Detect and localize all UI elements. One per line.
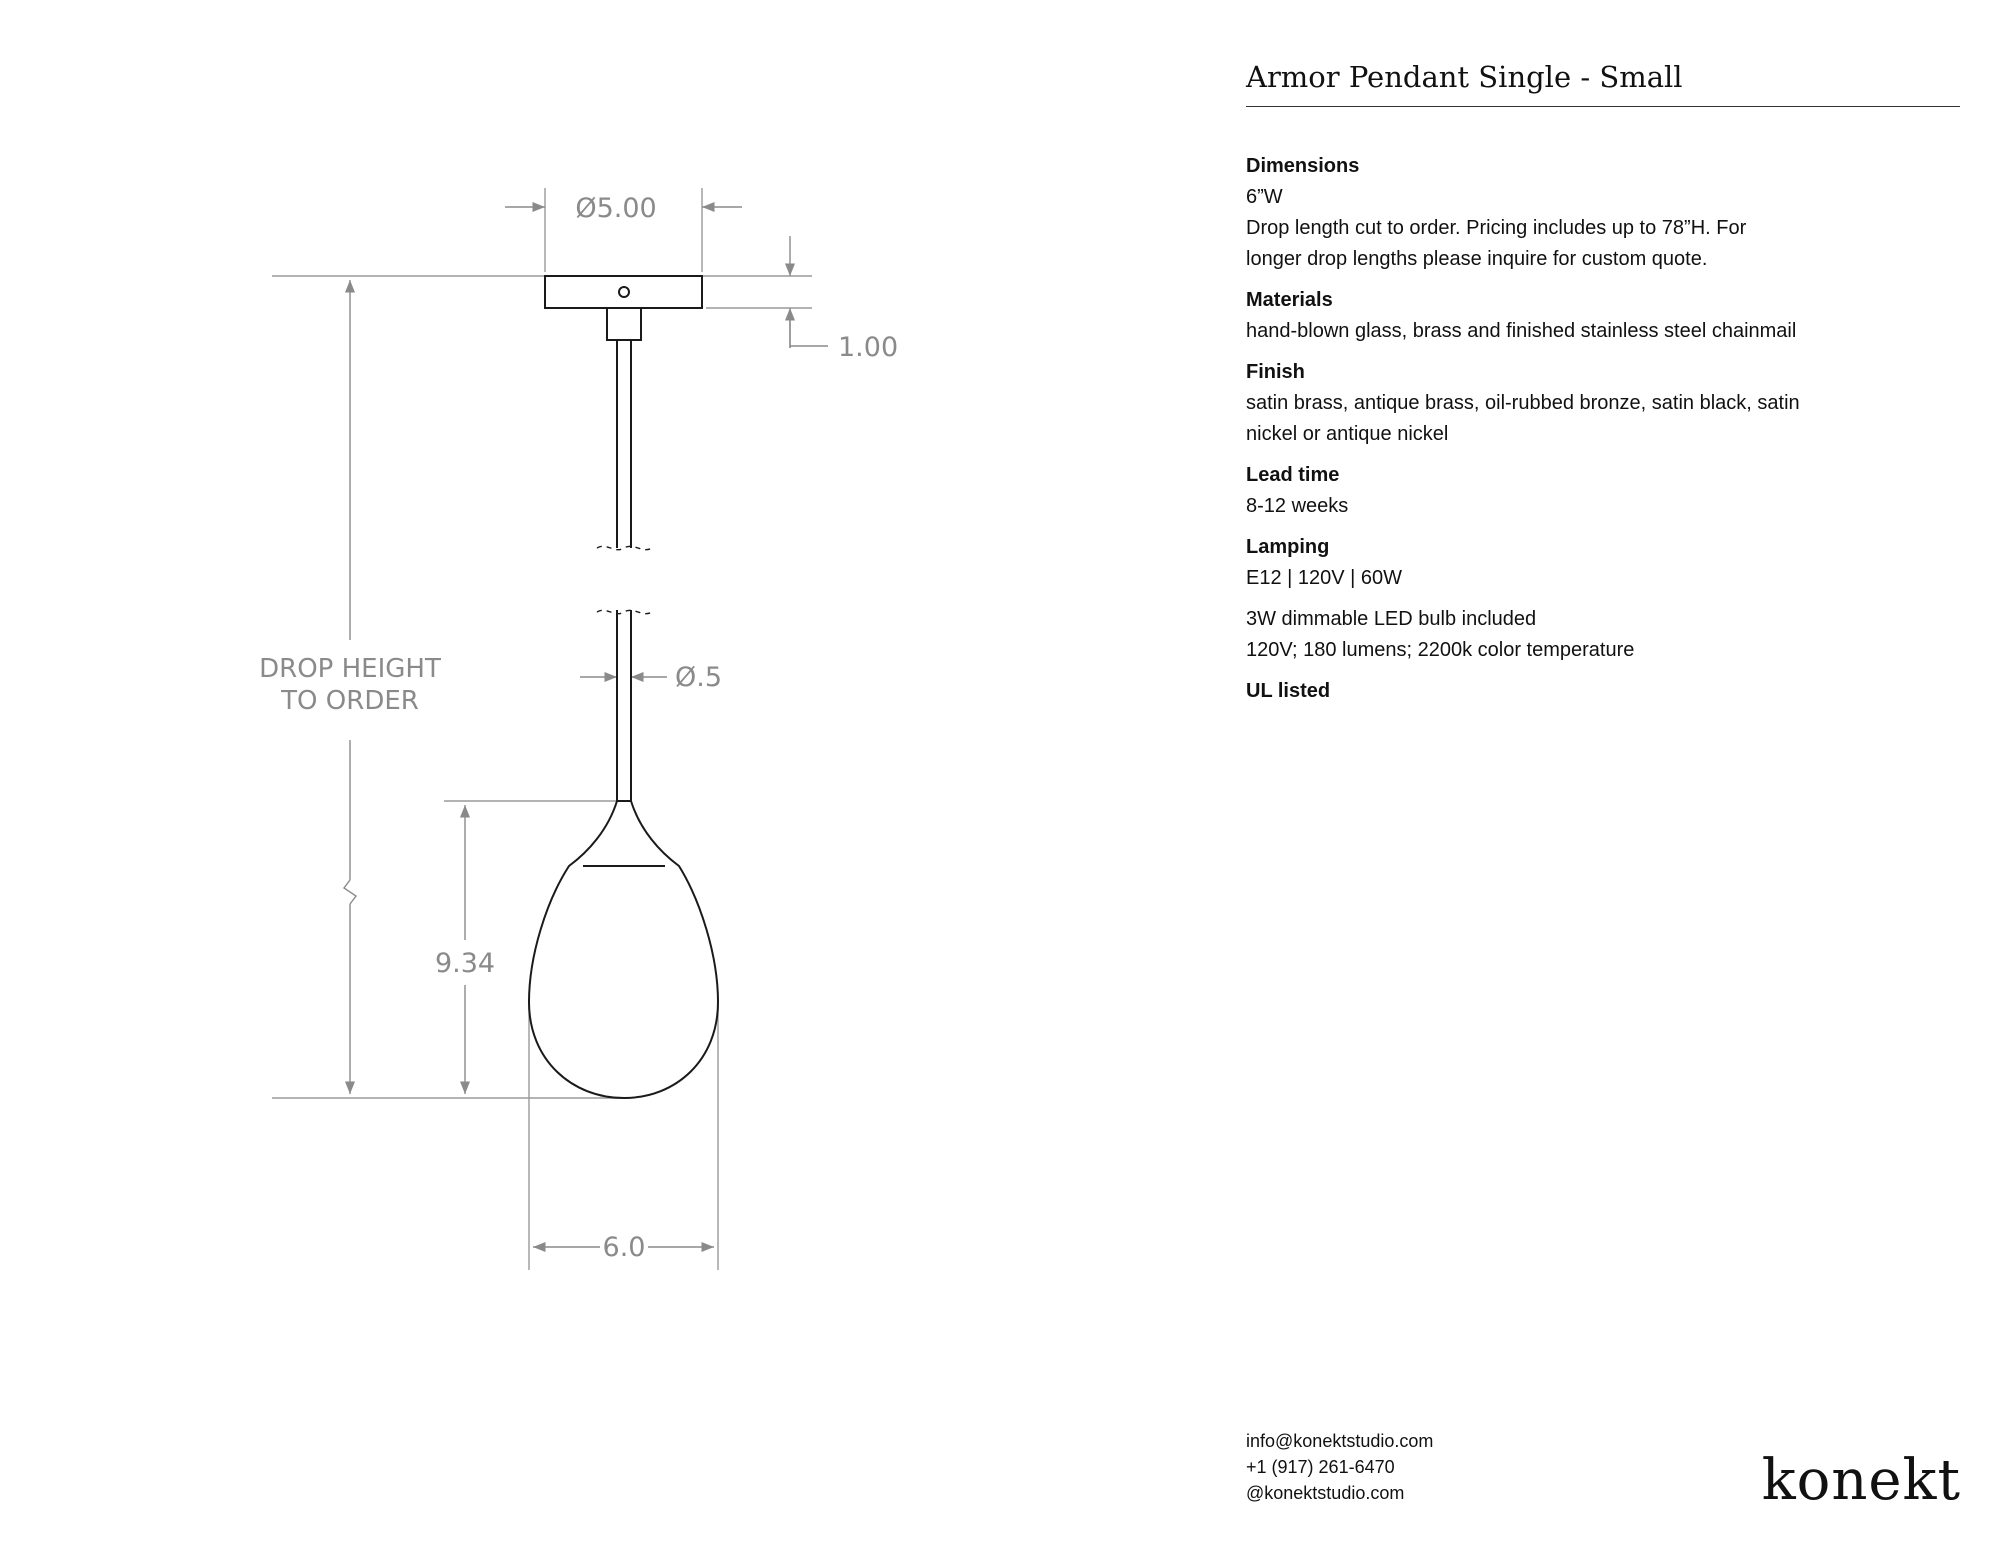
finish-line: nickel or antique nickel bbox=[1246, 423, 1449, 445]
finish-heading: Finish bbox=[1246, 361, 1305, 383]
bulb-section bbox=[1246, 604, 1960, 666]
bulb-line: 3W dimmable LED bulb included bbox=[1246, 608, 1537, 630]
contact-email[interactable]: info@konektstudio.com bbox=[1246, 1431, 1434, 1451]
lamping-heading: Lamping bbox=[1246, 536, 1330, 558]
rod-diameter-label: Ø.5 bbox=[675, 662, 723, 693]
dimensions-heading: Dimensions bbox=[1246, 155, 1360, 177]
dimensions-line: Drop length cut to order. Pricing includes up to 78”H. For bbox=[1246, 217, 1747, 239]
contact-block bbox=[1246, 1428, 1433, 1506]
finish-line: satin brass, antique brass, oil-rubbed bronze, satin black, satin bbox=[1246, 392, 1800, 414]
lamping-section bbox=[1246, 532, 1960, 594]
lead-time-line: 8-12 weeks bbox=[1246, 495, 1349, 517]
lead-time-heading: Lead time bbox=[1246, 464, 1340, 486]
materials-section bbox=[1246, 285, 1960, 347]
spec-sheet bbox=[1246, 60, 1960, 717]
drop-height-label-line1: DROP HEIGHT bbox=[259, 654, 441, 684]
shade-height-label: 9.34 bbox=[434, 948, 496, 979]
materials-line: hand-blown glass, brass and finished stainless steel chainmail bbox=[1246, 320, 1797, 342]
contact-phone[interactable]: +1 (917) 261-6470 bbox=[1246, 1457, 1395, 1477]
finish-section bbox=[1246, 357, 1960, 450]
dimensions-section bbox=[1246, 151, 1960, 275]
canopy-height-label: 1.00 bbox=[838, 332, 899, 363]
shade-width-label: 6.0 bbox=[602, 1232, 646, 1263]
materials-heading: Materials bbox=[1246, 289, 1333, 311]
product-title: Armor Pendant Single - Small bbox=[1246, 60, 1960, 107]
drop-height-label-line2: TO ORDER bbox=[281, 686, 419, 716]
contact-handle[interactable]: @konektstudio.com bbox=[1246, 1483, 1405, 1503]
ul-section bbox=[1246, 676, 1960, 707]
dimensions-line: longer drop lengths please inquire for custom quote. bbox=[1246, 248, 1708, 270]
lead-time-section bbox=[1246, 460, 1960, 522]
lamping-line: E12 | 120V | 60W bbox=[1246, 567, 1403, 589]
canopy-diameter-label: Ø5.00 bbox=[575, 193, 657, 224]
dimensions-line: 6”W bbox=[1246, 186, 1283, 208]
konekt-logo: konekt bbox=[1761, 1448, 1961, 1513]
bulb-line: 120V; 180 lumens; 2200k color temperature bbox=[1246, 639, 1635, 661]
ul-listed-heading: UL listed bbox=[1246, 680, 1331, 702]
